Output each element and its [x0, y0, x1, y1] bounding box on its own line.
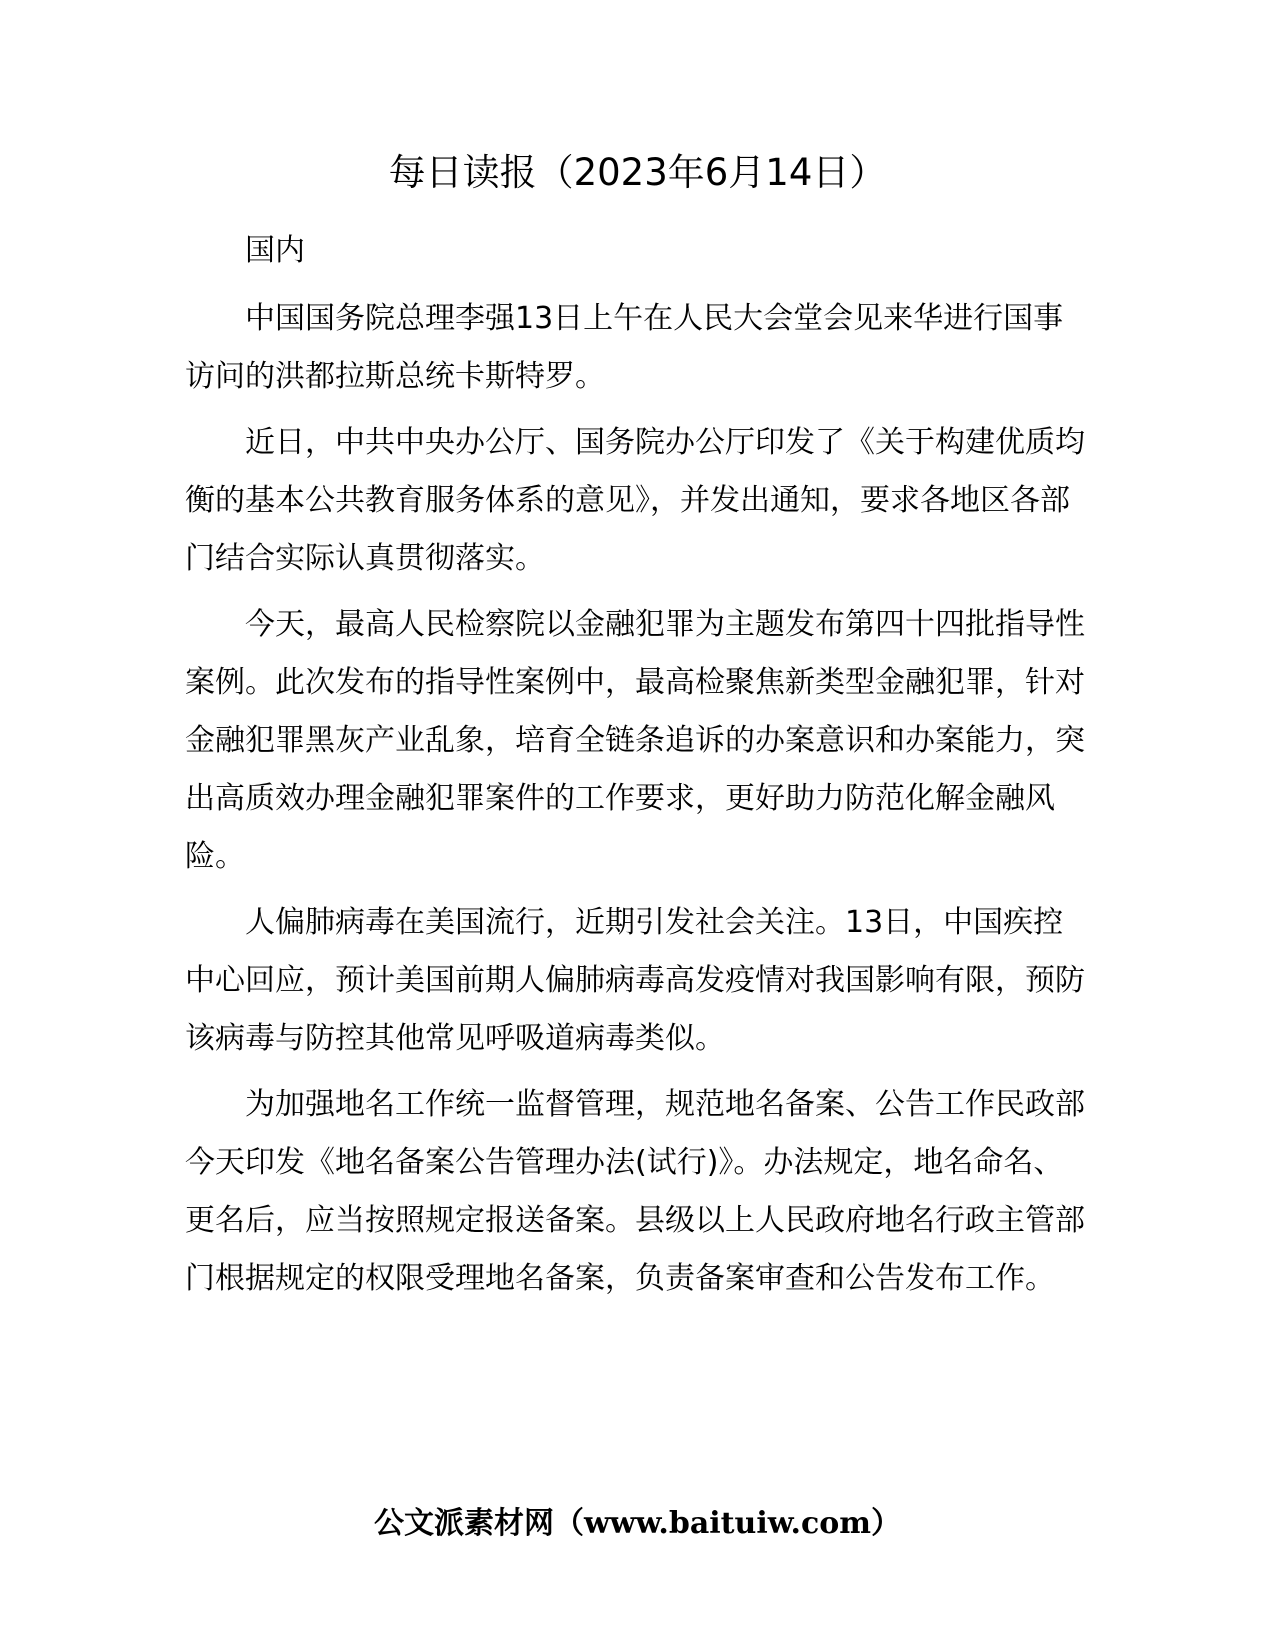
footer-watermark-text: 公文派素材网（www.baituiw.com）	[373, 1506, 902, 1541]
paragraph-4: 人偏肺病毒在美国流行，近期引发社会关注。13日，中国疾控中心回应，预计美国前期人偏肺病毒高发疫情对我国影响有限，预防该病毒与防控其他常见呼吸道病毒类似。	[185, 905, 1085, 1056]
paragraph-1: 中国国务院总理李强13日上午在人民大会堂会见来华进行国事访问的洪都拉斯总统卡斯特罗。	[185, 301, 1064, 394]
paragraph-2: 近日，中共中央办公厅、国务院办公厅印发了《关于构建优质均衡的基本公共教育服务体系的意见》，并发出通知，要求各地区各部门结合实际认真贯彻落实。	[185, 425, 1085, 576]
paragraph-3: 今天，最高人民检察院以金融犯罪为主题发布第四十四批指导性案例。此次发布的指导性案例中，最高检聚焦新类型金融犯罪，针对金融犯罪黑灰产业乱象，培育全链条追诉的办案意识和办案能力，突出高质效办理金融犯罪案件的工作要求，更好助力防范化解金融风险。	[185, 607, 1085, 874]
document-body	[185, 222, 1090, 1316]
section-heading: 国内	[245, 233, 305, 268]
paragraph-5: 为加强地名工作统一监督管理，规范地名备案、公告工作民政部今天印发《地名备案公告管理办法(试行)》。办法规定，地名命名、更名后，应当按照规定报送备案。县级以上人民政府地名行政主管部门根据规定的权限受理地名备案，负责备案审查和公告发布工作。	[185, 1087, 1085, 1296]
document-title: 每日读报（2023年6月14日）	[388, 151, 887, 194]
